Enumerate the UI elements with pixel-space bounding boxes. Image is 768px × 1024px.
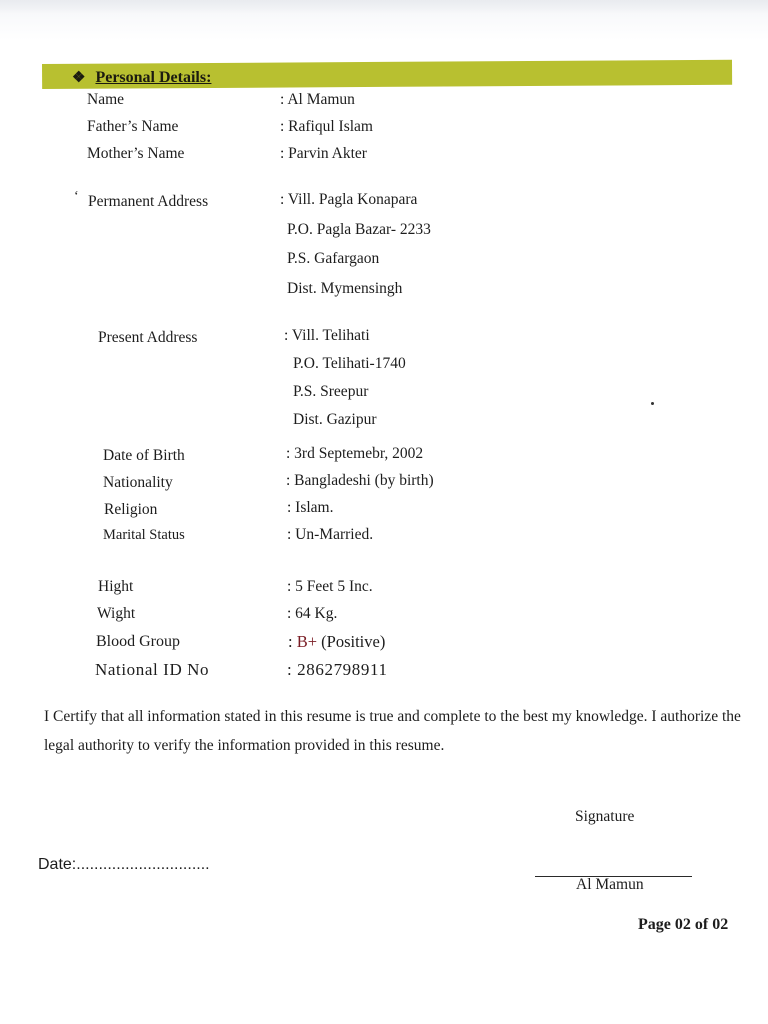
- present-address-line: : Vill. Telihati: [284, 327, 370, 344]
- permanent-address-line: P.O. Pagla Bazar- 2233: [287, 220, 431, 238]
- national-id-value: : 2862798911: [287, 660, 388, 679]
- religion-value: : Islam.: [287, 499, 334, 516]
- scan-speck: [651, 402, 654, 405]
- national-id-label: National ID No: [95, 660, 210, 679]
- permanent-address-line: P.S. Gafargaon: [287, 250, 380, 267]
- marital-status-label: Marital Status: [103, 527, 185, 543]
- height-label: Hight: [98, 578, 134, 595]
- stray-mark: ‘: [74, 189, 79, 204]
- blood-group-prefix: :: [288, 632, 297, 651]
- signature-label: Signature: [575, 808, 635, 825]
- dob-label: Date of Birth: [103, 447, 185, 464]
- mother-name-value: : Parvin Akter: [280, 145, 367, 162]
- height-value: : 5 Feet 5 Inc.: [287, 578, 373, 595]
- permanent-address-line: Dist. Mymensingh: [287, 279, 403, 297]
- diamond-bullet-icon: ❖: [72, 70, 86, 86]
- permanent-address-label: Permanent Address: [88, 193, 209, 210]
- scan-shadow: [0, 0, 768, 14]
- father-name-value: : Rafiqul Islam: [280, 118, 373, 135]
- blood-group-type: B+: [296, 632, 318, 651]
- present-address-line: P.O. Telihati-1740: [293, 355, 406, 372]
- nationality-label: Nationality: [103, 474, 173, 491]
- present-address-label: Present Address: [98, 329, 198, 346]
- certification-statement: I Certify that all information stated in this resume is true and complete to the best my knowledge. I authorize the legal authority to verify the information provided in this resume.: [44, 708, 741, 754]
- section-title: [72, 68, 211, 87]
- father-name-label: Father’s Name: [87, 118, 179, 135]
- signature-name: Al Mamun: [576, 876, 644, 893]
- permanent-address-value: [280, 191, 431, 309]
- blood-group-description: (Positive): [317, 632, 386, 651]
- date-line: Date:..............................: [38, 856, 210, 873]
- section-title-text: Personal Details:: [95, 69, 212, 86]
- religion-label: Religion: [104, 501, 158, 518]
- present-address-line: P.S. Sreepur: [293, 383, 369, 400]
- name-value: : Al Mamun: [280, 91, 355, 108]
- blood-group-label: Blood Group: [96, 633, 180, 650]
- dob-value: : 3rd Septemebr, 2002: [286, 445, 424, 462]
- nationality-value: : Bangladeshi (by birth): [286, 472, 434, 489]
- page-number: Page 02 of 02: [638, 916, 729, 933]
- present-address-line: Dist. Gazipur: [293, 411, 377, 428]
- blood-group-value: [288, 632, 385, 652]
- permanent-address-line: : Vill. Pagla Konapara: [280, 191, 418, 208]
- weight-label: Wight: [97, 605, 136, 622]
- name-label: Name: [87, 91, 125, 108]
- weight-value: : 64 Kg.: [287, 605, 338, 622]
- marital-status-value: : Un-Married.: [287, 526, 374, 543]
- present-address-value: [284, 327, 406, 439]
- mother-name-label: Mother’s Name: [87, 145, 185, 162]
